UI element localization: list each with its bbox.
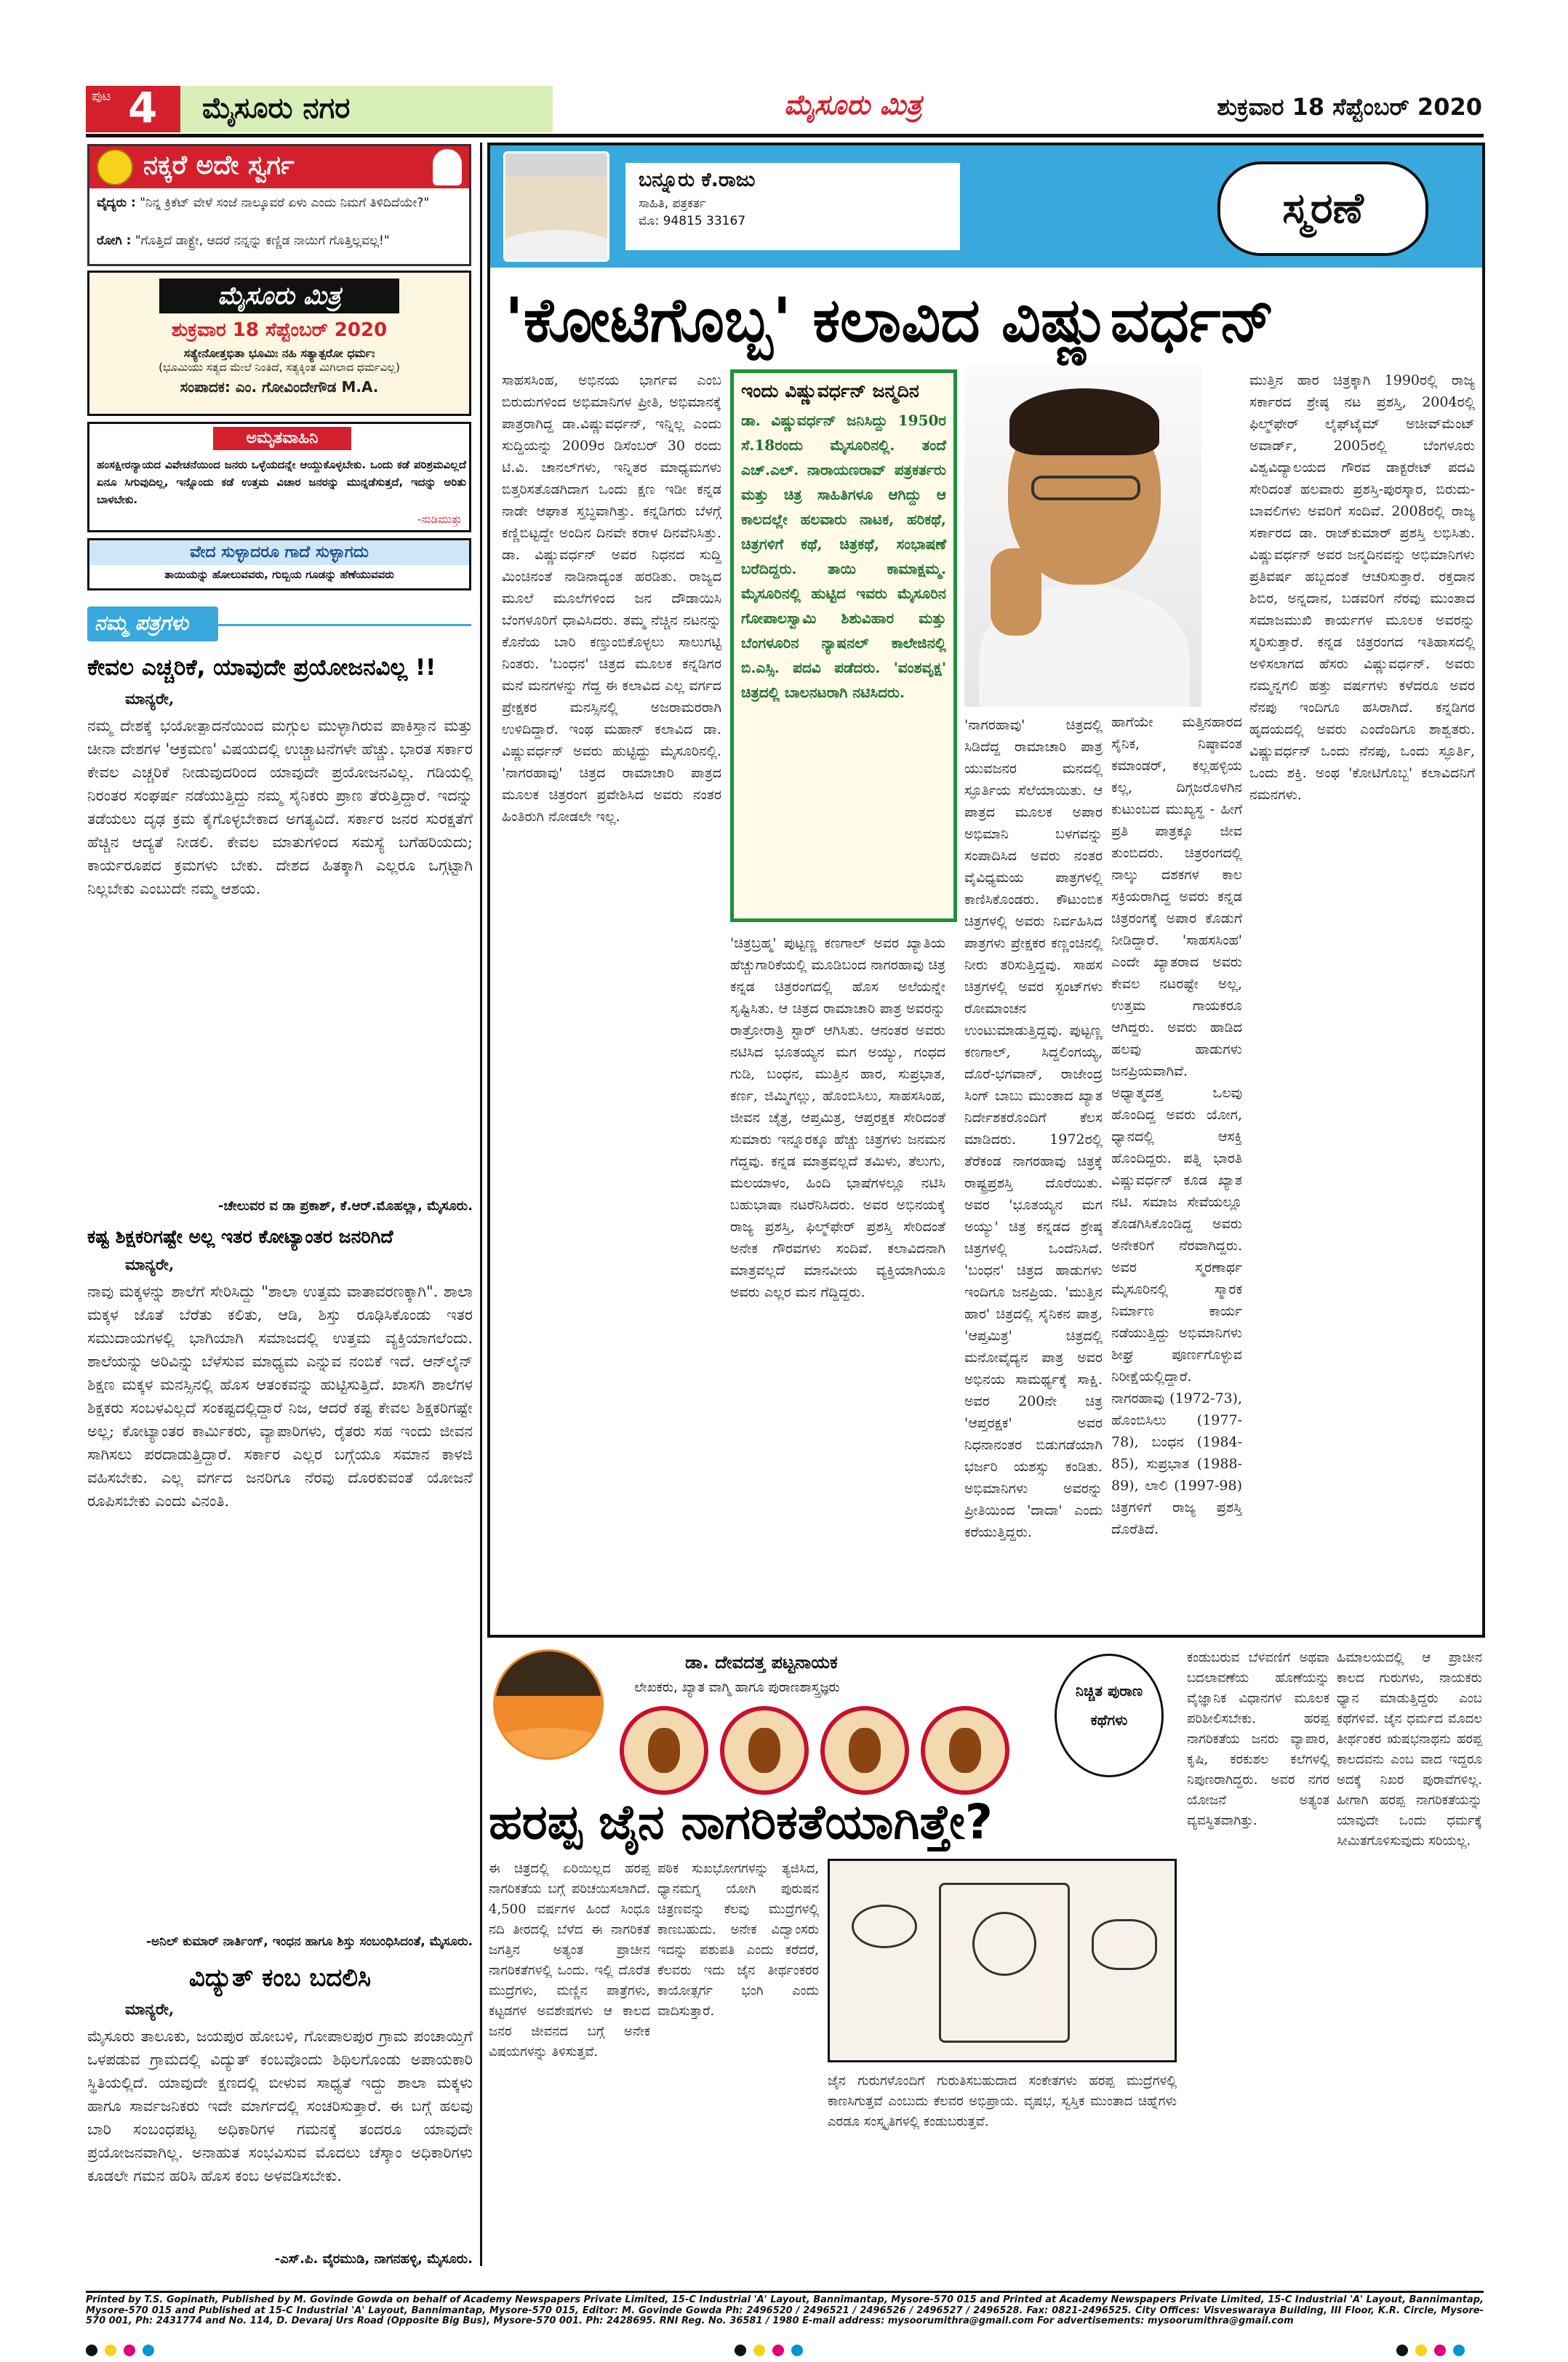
author-1-name: ಬನ್ನೂರು ಕೆ.ರಾಜು — [639, 169, 756, 191]
joke-line-2: ರೋಗಿ : "ಗೊತ್ತಿದೆ ಡಾಕ್ಟ್ರೇ, ಆದರೆ ನನ್ನನ್ನು ಕಣ್ಣಿಡ ನಾಯಿಗೆ ಗೊತ್ತಿಲ್ಲವಲ್ಲ!" — [97, 233, 390, 248]
proverb-text: ತಾಯಿಯನ್ನು ಹೋಲುವವರು, ಗುಬ್ಬಿಯ ಗೂಡನ್ನು ಹೆಣೆಯುವವರು — [164, 568, 394, 581]
harappan-seal-illustration — [828, 1859, 1177, 2062]
amrutavani-text: ಹಂಸಕ್ಷೀರನ್ಯಾಯದ ವಿವೇಚನೆಯಿಂದ ಜನರು ಒಳ್ಳೆಯದನ್ನೇ ಆಯ್ದುಕೊಳ್ಳಬೇಕು. ಒಂದು ಕಡೆ ಪರಿಶ್ರಮವಿಲ್ಲದೆ ಏನೂ ಸಿಗುವುದಿಲ್ಲ, ಇನ್ನೊಂದು ಕಡೆ ಉತ್ತಮ ವಿಚಾರ ಜನರನ್ನು ಮುನ್ನಡೆಸುತ್ತದೆ, ಇದನ್ನು ಅರಿತು ಬಾಳಬೇಕು. — [97, 458, 466, 506]
letter-1-title: ಕೇವಲ ಎಚ್ಚರಿಕೆ, ಯಾವುದೇ ಪ್ರಯೋಜನವಿಲ್ಲ !! — [87, 654, 436, 681]
author-photo-2 — [493, 1649, 604, 1760]
paper-date: ಶುಕ್ರವಾರ 18 ಸೆಪ್ಟೆಂಬರ್ 2020 — [171, 319, 388, 341]
article-1-col-4-text: ಹಾಗೆಯೇ ಮತ್ತಿನಹಾರದ ಸೈನಿಕ, ನಿಷ್ಠಾವಂತ ಕಮಾಂಡರ್, ಕಲ್ಲಹಳ್ಳಿಯ ಕಲ್ಲ, ದಿಗ್ಗಜರೊಳಗಿನ ಕುಟುಂಬದ ಮುಖ್ಯಸ್ಥ - ಹೀಗೆ ಪ್ರತಿ ಪಾತ್ರಕ್ಕೂ ಜೀವ ತುಂಬಿದರು. ಚಿತ್ರರಂಗದಲ್ಲಿ ನಾಲ್ಕು ದಶಕಗಳ ಕಾಲ ಸಕ್ರಿಯರಾಗಿದ್ದ ಅವರು ಕನ್ನಡ ಚಿತ್ರರಂಗಕ್ಕೆ ಅಪಾರ ಕೊಡುಗೆ ನೀಡಿದ್ದಾರೆ. 'ಸಾಹಸಸಿಂಹ' ಎಂದೇ ಖ್ಯಾತರಾದ ಅವರು ಕೇವಲ ನಟರಷ್ಟೇ ಅಲ್ಲ, ಉತ್ತಮ ಗಾಯಕರೂ ಆಗಿದ್ದರು. ಅವರು ಹಾಡಿದ ಹಲವು ಹಾಡುಗಳು ಜನಪ್ರಿಯವಾಗಿವೆ. ಅಧ್ಯಾತ್ಮದತ್ತ ಒಲವು ಹೊಂದಿದ್ದ ಅವರು ಯೋಗ, ಧ್ಯಾನದಲ್ಲಿ ಆಸಕ್ತಿ ಹೊಂದಿದ್ದರು. ಪತ್ನಿ ಭಾರತಿ ವಿಷ್ಣುವರ್ಧನ್ ಕೂಡ ಖ್ಯಾತ ನಟಿ. ಸಮಾಜ ಸೇವೆಯಲ್ಲೂ ತೊಡಗಿಸಿಕೊಂಡಿದ್ದ ಅವರು ಅನೇಕರಿಗೆ ನೆರವಾಗಿದ್ದರು. ಅವರ ಸ್ಮರಣಾರ್ಥ ಮೈಸೂರಿನಲ್ಲಿ ಸ್ಮಾರಕ ನಿರ್ಮಾಣ ಕಾರ್ಯ ನಡೆಯುತ್ತಿದ್ದು ಅಭಿಮಾನಿಗಳು ಶೀಘ್ರ ಪೂರ್ಣಗೊಳ್ಳುವ ನಿರೀಕ್ಷೆಯಲ್ಲಿದ್ದಾರೆ. ನಾಗರಹಾವು (1972-73), ಹೊಂಬಿಸಿಲು (1977-78), ಬಂಧನ (1984-85), ಸುಪ್ರಭಾತ (1988-89), ಲಾಲಿ (1997-98) ಚಿತ್ರಗಳಿಗೆ ರಾಜ್ಯ ಪ್ರಶಸ್ತಿ ದೊರೆತಿದೆ. — [1111, 714, 1242, 1537]
birthday-sidebar-text: ಡಾ. ವಿಷ್ಣುವರ್ಧನ್ ಜನಿಸಿದ್ದು 1950ರ ಸೆ.18ರಂದು ಮೈಸೂರಿನಲ್ಲಿ. ತಂದೆ ಎಚ್.ಎಲ್. ನಾರಾಯಣರಾವ್ ಪತ್ರಕರ್ತರು ಮತ್ತು ಚಿತ್ರ ಸಾಹಿತಿಗಳೂ ಆಗಿದ್ದು ಆ ಕಾಲದಲ್ಲೇ ಹಲವಾರು ನಾಟಕ, ಹರಿಕಥೆ, ಚಿತ್ರಗಳಿಗೆ ಕಥೆ, ಚಿತ್ರಕಥೆ, ಸಂಭಾಷಣೆ ಬರೆದಿದ್ದರು. ತಾಯಿ ಕಾಮಾಕ್ಷಮ್ಮ. ಮೈಸೂರಿನಲ್ಲಿ ಹುಟ್ಟಿದ ಇವರು ಮೈಸೂರಿನ ಗೋಪಾಲಸ್ವಾಮಿ ಶಿಶುವಿಹಾರ ಮತ್ತು ಬೆಂಗಳೂರಿನ ನ್ಯಾಷನಲ್ ಕಾಲೇಜಿನಲ್ಲಿ ಬಿ.ಎಸ್ಸಿ. ಪದವಿ ಪಡೆದರು. 'ವಂಶವೃಕ್ಷ' ಚಿತ್ರದಲ್ಲಿ ಬಾಲನಟರಾಗಿ ನಟಿಸಿದರು. — [741, 412, 946, 701]
footer-divider — [86, 2291, 1484, 2293]
letter-2-author: -ಅನಿಲ್ ಕುಮಾರ್ ನಾರ್ತಿಂಗ್, ಇಂಧನ ಹಾಗೂ ಶಿಸ್ತು ಸಂಬಂಧಿಸಿದಂತೆ, ಮೈಸೂರು. — [146, 1934, 473, 1949]
masthead — [86, 83, 1484, 132]
letter-2-salutation: ಮಾನ್ಯರೇ, — [125, 1255, 175, 1273]
letter-2-title: ಕಷ್ಟ ಶಿಕ್ಷಕರಿಗಷ್ಟೇ ಅಲ್ಲ ಇತರ ಕೋಟ್ಯಾಂತರ ಜನರಿಗಿದೆ — [87, 1226, 393, 1247]
article-2-col-5: ಹಿಮಾಲಯದಲ್ಲಿ ಆ ಪ್ರಾಚೀನ ಕಾಲದ ಗುರುಗಳು, ನಾಯಕರು ಧ್ಯಾನ ಮಾಡುತ್ತಿದ್ದರು ಎಂಬ ಕಥೆಗಳಿವೆ. ಜೈನ ಧರ್ಮದ ಮೊದಲ ತೀರ್ಥಂಕರ ಋಷಭನಾಥನು ಹರಪ್ಪ ಕಾಲದವನು ಎಂಬ ವಾದ ಇದ್ದರೂ ಅದಕ್ಕೆ ನಿಖರ ಪುರಾವೆಗಳಿಲ್ಲ. ಹೀಗಾಗಿ ಹರಪ್ಪ ನಾಗರಿಕತೆಯನ್ನು ಯಾವುದೇ ಒಂದು ಧರ್ಮಕ್ಕೆ ಸೀಮಿತಗೊಳಿಸುವುದು ಸರಿಯಲ್ಲ. — [1337, 1650, 1482, 1849]
amrutavani-author: -ನುಡಿಮುತ್ತು — [417, 513, 462, 526]
registration-marks-left — [86, 2345, 161, 2359]
article-1 — [487, 143, 1485, 1638]
masthead-divider — [86, 134, 1484, 137]
masthead-logo: ಮೈಸೂರು ಮಿತ್ರ — [784, 89, 922, 121]
letter-2-body: ನಾವು ಮಕ್ಕಳನ್ನು ಶಾಲೆಗೆ ಸೇರಿಸಿದ್ದು "ಶಾಲಾ ಉತ್ತಮ ವಾತಾವರಣಕ್ಕಾಗಿ". ಶಾಲಾ ಮಕ್ಕಳ ಜೊತೆ ಬೆರೆತು ಕಲಿತು, ಆಡಿ, ಶಿಸ್ತು ರೂಢಿಸಿಕೊಂಡು ಇತರ ಸಮುದಾಯಗಳಲ್ಲಿ ಭಾಗಿಯಾಗಿ ಸಮಾಜದಲ್ಲಿ ಉತ್ತಮ ವ್ಯಕ್ತಿಯಾಗಲೆಂದು. ಶಾಲೆಯನ್ನು ಅರಿವಿನ್ನು ಬೆಳೆಸುವ ಮಾಧ್ಯಮ ಎನ್ನುವ ನಂಬಿಕೆ ಇದೆ. ಆನ್‌ಲೈನ್ ಶಿಕ್ಷಣ ಮಕ್ಕಳ ಮನಸ್ಸಿನಲ್ಲಿ ಹೊಸ ಆತಂಕವನ್ನು ಹುಟ್ಟಿಸುತ್ತಿದೆ. ಖಾಸಗಿ ಶಾಲೆಗಳ ಶಿಕ್ಷಕರು ಸಂಬಳವಿಲ್ಲದೆ ಸಂಕಷ್ಟದಲ್ಲಿದ್ದಾರೆ ನಿಜ, ಆದರೆ ಕಷ್ಟ ಕೇವಲ ಶಿಕ್ಷಕರಿಗಷ್ಟೇ ಅಲ್ಲ; ಕೋಟ್ಯಾಂತರ ಕಾರ್ಮಿಕರು, ವ್ಯಾಪಾರಿಗಳು, ರೈತರು ಸಹ ಇಂದು ಜೀವನ ಸಾಗಿಸಲು ಪರದಾಡುತ್ತಿದ್ದಾರೆ. ಸರ್ಕಾರ ಎಲ್ಲರ ಬಗ್ಗೆಯೂ ಸಮಾನ ಕಾಳಜಿ ವಹಿಸಬೇಕು. ಎಲ್ಲ ವರ್ಗದ ಜನರಿಗೂ ನೆರವು ದೊರಕುವಂತೆ ಯೋಜನೆ ರೂಪಿಸಬೇಕು ಎಂದು ವಿನಂತಿ. — [87, 1283, 473, 1510]
birthday-sidebar — [730, 369, 957, 922]
paper-logo: ಮೈಸೂರು ಮಿತ್ರ — [159, 279, 399, 313]
article-2-col-1: ಈ ಚಿತ್ರದಲ್ಲಿ ಏರಿಯಿಲ್ಲದ ಹರಪ್ಪ ನಾಗರಿಕತೆಯ ಬಗ್ಗೆ ಪರಿಚಯಿಸಲಾಗಿದೆ. 4,500 ವರ್ಷಗಳ ಹಿಂದೆ ಸಿಂಧೂ ನದಿ ತೀರದಲ್ಲಿ ಬೆಳೆದ ಈ ನಾಗರಿಕತೆ ಜಗತ್ತಿನ ಅತ್ಯಂತ ಪ್ರಾಚೀನ ನಾಗರಿಕತೆಗಳಲ್ಲಿ ಒಂದು. ಇಲ್ಲಿ ದೊರೆತ ಮುದ್ರೆಗಳು, ಮಣ್ಣಿನ ಪಾತ್ರೆಗಳು, ಕಟ್ಟಡಗಳ ಅವಶೇಷಗಳು ಆ ಕಾಲದ ಜನರ ಜೀವನದ ಬಗ್ಗೆ ಅನೇಕ ವಿಷಯಗಳನ್ನು ತಿಳಿಸುತ್ತವೆ. — [489, 1861, 650, 2059]
column-divider — [480, 143, 482, 2266]
amrutavani-title: ಅಮೃತವಾಹಿನಿ — [213, 427, 351, 450]
letters-header-text: ನಮ್ಮ ಪತ್ರಗಳು — [95, 611, 188, 635]
registration-marks-right — [1396, 2345, 1472, 2359]
birthday-sidebar-title: ಇಂದು ವಿಷ್ಣುವರ್ಧನ್ ಜನ್ಮದಿನ — [741, 380, 919, 401]
laughing-face-icon — [97, 149, 133, 185]
deity-medallion-1 — [620, 1706, 708, 1795]
author-1-phone: ಮೊ: 94815 33167 — [639, 214, 746, 228]
joke-box — [87, 144, 471, 266]
author-2-role: ಲೇಖಕರು, ಖ್ಯಾತ ವಾಗ್ಮಿ ಹಾಗೂ ಪುರಾಣಶಾಸ್ತ್ರಜ್ಞರು — [634, 1680, 840, 1695]
registration-marks-center — [735, 2345, 810, 2359]
letter-1-salutation: ಮಾನ್ಯರೇ, — [125, 689, 175, 708]
author-photo-1 — [503, 151, 609, 262]
paper-motto-translation: (ಭೂಮಿಯು ಸತ್ಯದ ಮೇಲೆ ನಿಂತಿದೆ, ಸತ್ಯಕ್ಕಿಂತ ಮಿಗಿಲಾದ ಧರ್ಮವಿಲ್ಲ) — [159, 361, 400, 374]
article-2-col-4: ಕಂಡುಬರುವ ಬೆಳವಣಿಗೆ ಅಥವಾ ಬದಲಾವಣೆಯ ಹೊಣೆಯನ್ನು ವೈಜ್ಞಾನಿಕ ವಿಧಾನಗಳ ಮೂಲಕ ಪರಿಶೀಲಿಸಬೇಕು. ಹರಪ್ಪ ನಾಗರಿಕತೆಯ ಜನರು ವ್ಯಾಪಾರ, ಕೃಷಿ, ಕರಕುಶಲ ಕಲೆಗಳಲ್ಲಿ ನಿಪುಣರಾಗಿದ್ದರು. ಅವರ ನಗರ ಯೋಜನೆ ಅತ್ಯಂತ ವ್ಯವಸ್ಥಿತವಾಗಿತ್ತು. — [1187, 1650, 1329, 1828]
letters-header — [87, 606, 218, 641]
letters-header-line — [218, 624, 471, 626]
article-2-col-3: ಜೈನ ಗುರುಗಳೊಂದಿಗೆ ಗುರುತಿಸಬಹುದಾದ ಸಂಕೇತಗಳು ಹರಪ್ಪ ಮುದ್ರೆಗಳಲ್ಲಿ ಕಾಣಸಿಗುತ್ತವೆ ಎಂಬುದು ಕೆಲವರ ಅಭಿಪ್ರಾಯ. ವೃಷಭ, ಸ್ವಸ್ತಿಕ ಮುಂತಾದ ಚಿಹ್ನೆಗಳು ಎರಡೂ ಸಂಸ್ಕೃತಿಗಳಲ್ಲಿ ಕಂಡುಬರುತ್ತವೆ. — [828, 2073, 1177, 2129]
joke-line-1: ವೈದ್ಯರು : "ನಿನ್ನ ಕ್ರಿಕೆಟ್ ವೇಳೆ ಸಂಜೆ ನಾಲ್ಕೂವರೆ ಏಳು ಎಂದು ನಿಮಗೆ ತಿಳಿದಿದೆಯೇ?" — [97, 196, 430, 210]
letter-3-body: ಮೈಸೂರು ತಾಲೂಕು, ಜಯಪುರ ಹೋಬಳಿ, ಗೋಪಾಲಪುರ ಗ್ರಾಮ ಪಂಚಾಯ್ತಿಗೆ ಒಳಪಡುವ ಗ್ರಾಮದಲ್ಲಿ ವಿದ್ಯುತ್ ಕಂಬವೊಂದು ಶಿಥಿಲಗೊಂಡು ಅಪಾಯಕಾರಿ ಸ್ಥಿತಿಯಲ್ಲಿದೆ. ಯಾವುದೇ ಕ್ಷಣದಲ್ಲಿ ಬೀಳುವ ಸಾಧ್ಯತೆ ಇದ್ದು ಶಾಲಾ ಮಕ್ಕಳು ಹಾಗೂ ಸಾರ್ವಜನಿಕರು ಇದೇ ಮಾರ್ಗದಲ್ಲಿ ಸಂಚರಿಸುತ್ತಾರೆ. ಈ ಬಗ್ಗೆ ಹಲವು ಬಾರಿ ಸಂಬಂಧಪಟ್ಟ ಅಧಿಕಾರಿಗಳ ಗಮನಕ್ಕೆ ತಂದರೂ ಯಾವುದೇ ಪ್ರಯೋಜನವಾಗಿಲ್ಲ. ಅನಾಹುತ ಸಂಭವಿಸುವ ಮೊದಲು ಚೆಸ್ಕಾಂ ಅಧಿಕಾರಿಗಳು ಕೂಡಲೇ ಗಮನ ಹರಿಸಿ ಹೊಸ ಕಂಬ ಅಳವಡಿಸಬೇಕು. — [87, 2027, 473, 2185]
article-1-col-3: 'ನಾಗರಹಾವು' ಚಿತ್ರದಲ್ಲಿ ಸಿಡಿದೆದ್ದ ರಾಮಾಚಾರಿ ಪಾತ್ರ ಯುವಜನರ ಮನದಲ್ಲಿ ಸ್ಫೂರ್ತಿಯ ಸೆಲೆಯಾಯಿತು. ಆ ಪಾತ್ರದ ಮೂಲಕ ಅಪಾರ ಅಭಿಮಾನಿ ಬಳಗವನ್ನು ಸಂಪಾದಿಸಿದ ಅವರು ನಂತರ ವೈವಿಧ್ಯಮಯ ಪಾತ್ರಗಳಲ್ಲಿ ಕಾಣಿಸಿಕೊಂಡರು. ಕೌಟುಂಬಿಕ ಚಿತ್ರಗಳಲ್ಲಿ ಅವರು ನಿರ್ವಹಿಸಿದ ಪಾತ್ರಗಳು ಪ್ರೇಕ್ಷಕರ ಕಣ್ಣಂಚಿನಲ್ಲಿ ನೀರು ತರಿಸುತ್ತಿದ್ದವು. ಸಾಹಸ ಚಿತ್ರಗಳಲ್ಲಿ ಅವರ ಸ್ಟಂಟ್‌ಗಳು ರೋಮಾಂಚನ ಉಂಟುಮಾಡುತ್ತಿದ್ದವು. ಪುಟ್ಟಣ್ಣ ಕಣಗಾಲ್, ಸಿದ್ದಲಿಂಗಯ್ಯ, ದೊರೆ-ಭಗವಾನ್, ರಾಜೇಂದ್ರ ಸಿಂಗ್ ಬಾಬು ಮುಂತಾದ ಖ್ಯಾತ ನಿರ್ದೇಶಕರೊಂದಿಗೆ ಕೆಲಸ ಮಾಡಿದರು. 1972ರಲ್ಲಿ ತೆರೆಕಂಡ ನಾಗರಹಾವು ಚಿತ್ರಕ್ಕೆ ರಾಷ್ಟ್ರಪ್ರಶಸ್ತಿ ದೊರೆಯಿತು. ಅವರ 'ಭೂತಯ್ಯನ ಮಗ ಅಯ್ಯು' ಚಿತ್ರ ಕನ್ನಡದ ಶ್ರೇಷ್ಠ ಚಿತ್ರಗಳಲ್ಲಿ ಒಂದೆನಿಸಿದೆ. 'ಬಂಧನ' ಚಿತ್ರದ ಹಾಡುಗಳು ಇಂದಿಗೂ ಜನಪ್ರಿಯ. 'ಮುತ್ತಿನ ಹಾರ' ಚಿತ್ರದಲ್ಲಿ ಸೈನಿಕನ ಪಾತ್ರ, 'ಆಪ್ತಮಿತ್ರ' ಚಿತ್ರದಲ್ಲಿ ಮನೋವೈದ್ಯನ ಪಾತ್ರ ಅವರ ಅಭಿನಯ ಸಾಮರ್ಥ್ಯಕ್ಕೆ ಸಾಕ್ಷಿ. ಅವರ 200ನೇ ಚಿತ್ರ 'ಆಪ್ತರಕ್ಷಕ' ಅವರ ನಿಧನಾನಂತರ ಬಿಡುಗಡೆಯಾಗಿ ಭರ್ಜರಿ ಯಶಸ್ಸು ಕಂಡಿತು. ಅಭಿಮಾನಿಗಳು ಅವರನ್ನು ಪ್ರೀತಿಯಿಂದ 'ದಾದಾ' ಎಂದು ಕರೆಯುತ್ತಿದ್ದರು. — [964, 717, 1103, 1540]
series-title-badge — [1055, 1654, 1164, 1777]
proverb-title: ವೇದ ಸುಳ್ಳಾದರೂ ಗಾದೆ ಸುಳ್ಳಾಗದು — [89, 540, 469, 565]
series-title: ನಿಚ್ಚಿತ ಪುರಾಣ ಕಥೆಗಳು — [1075, 1682, 1143, 1729]
article-1-col-2: 'ಚಿತ್ರಬ್ರಹ್ಮ' ಪುಟ್ಟಣ್ಣ ಕಣಗಾಲ್ ಅವರ ಖ್ಯಾತಿಯ ಹೆಚ್ಚುಗಾರಿಕೆಯಲ್ಲಿ ಮೂಡಿಬಂದ ನಾಗರಹಾವು ಚಿತ್ರ ಕನ್ನಡ ಚಿತ್ರರಂಗದಲ್ಲಿ ಹೊಸ ಅಲೆಯನ್ನೇ ಸೃಷ್ಟಿಸಿತು. ಆ ಚಿತ್ರದ ರಾಮಾಚಾರಿ ಪಾತ್ರ ಅವರನ್ನು ರಾತ್ರೋರಾತ್ರಿ ಸ್ಟಾರ್ ಆಗಿಸಿತು. ಆನಂತರ ಅವರು ನಟಿಸಿದ ಭೂತಯ್ಯನ ಮಗ ಅಯ್ಯು, ಗಂಧದ ಗುಡಿ, ಬಂಧನ, ಮುತ್ತಿನ ಹಾರ, ಸುಪ್ರಭಾತ, ಕರ್ಣ, ಜಿಮ್ಮಿಗಲ್ಲು, ಹೊಂಬಿಸಿಲು, ಸಾಹಸಸಿಂಹ, ಜೀವನ ಚೈತ್ರ, ಆಪ್ತಮಿತ್ರ, ಆಪ್ತರಕ್ಷಕ ಸೇರಿದಂತೆ ಸುಮಾರು ಇನ್ನೂರಕ್ಕೂ ಹೆಚ್ಚು ಚಿತ್ರಗಳು ಜನಮನ ಗೆದ್ದವು. ಕನ್ನಡ ಮಾತ್ರವಲ್ಲದೆ ತಮಿಳು, ತೆಲುಗು, ಮಲಯಾಳಂ, ಹಿಂದಿ ಭಾಷೆಗಳಲ್ಲೂ ನಟಿಸಿ ಬಹುಭಾಷಾ ನಟರೆನಿಸಿದರು. ಅವರ ಅಭಿನಯಕ್ಕೆ ರಾಜ್ಯ ಪ್ರಶಸ್ತಿ, ಫಿಲ್ಮ್‌ಫೇರ್ ಪ್ರಶಸ್ತಿ ಸೇರಿದಂತೆ ಅನೇಕ ಗೌರವಗಳು ಸಂದಿವೆ. ಕಲಾವಿದನಾಗಿ ಮಾತ್ರವಲ್ಲದೆ ಮಾನವೀಯ ವ್ಯಕ್ತಿಯಾಗಿಯೂ ಅವರು ಎಲ್ಲರ ಮನ ಗೆದ್ದಿದ್ದರು. — [730, 935, 945, 1300]
deity-medallion-4 — [921, 1706, 1009, 1795]
section-title: ಮೈಸೂರು ನಗರ — [202, 92, 351, 125]
article-2 — [489, 1648, 1485, 2288]
letter-3-title: ವಿದ್ಯುತ್ ಕಂಬ ಬದಲಿಸಿ — [188, 1963, 372, 1993]
article-2-headline: ಹರಪ್ಪ ಜೈನ ನಾಗರಿಕತೆಯಾಗಿತ್ತೇ? — [489, 1794, 993, 1850]
author-1-role: ಸಾಹಿತಿ, ಪತ್ರಕರ್ತ — [639, 196, 706, 211]
cartoon-figure-icon — [433, 149, 462, 185]
masthead-date: ಶುಕ್ರವಾರ 18 ಸೆಪ್ಟೆಂಬರ್ 2020 — [1217, 93, 1482, 121]
letter-1-body: ನಮ್ಮ ದೇಶಕ್ಕೆ ಭಯೋತ್ಪಾದನೆಯಿಂದ ಮಗ್ಗುಲ ಮುಳ್ಳಾಗಿರುವ ಪಾಕಿಸ್ತಾನ ಮತ್ತು ಚೀನಾ ದೇಶಗಳ 'ಆಕ್ರಮಣ' ವಿಷಯದಲ್ಲಿ ಉಚ್ಚಾಟನೆಗಳೇ ಹೆಚ್ಚು. ಭಾರತ ಸರ್ಕಾರ ಕೇವಲ ಎಚ್ಚರಿಕೆ ನೀಡುವುದರಿಂದ ಯಾವುದೇ ಪ್ರಯೋಜನವಿಲ್ಲ. ಗಡಿಯಲ್ಲಿ ನಿರಂತರ ಸಂಘರ್ಷ ನಡೆಯುತ್ತಿದ್ದು ನಮ್ಮ ಸೈನಿಕರು ಪ್ರಾಣ ತೆರುತ್ತಿದ್ದಾರೆ. ಇದನ್ನು ತಡೆಯಲು ದೃಢ ಕ್ರಮ ಕೈಗೊಳ್ಳಬೇಕಾದ ಅಗತ್ಯವಿದೆ. ಸರ್ಕಾರ ಜನರ ಸುರಕ್ಷತೆಗೆ ಹೆಚ್ಚಿನ ಆದ್ಯತೆ ನೀಡಲಿ. ಕೇವಲ ಮಾತುಗಳಿಂದ ಸಮಸ್ಯೆ ಬಗೆಹರಿಯದು; ಕಾರ್ಯರೂಪದ ಕ್ರಮಗಳು ಬೇಕು. ದೇಶದ ಹಿತಕ್ಕಾಗಿ ಎಲ್ಲರೂ ಒಗ್ಗಟ್ಟಾಗಿ ನಿಲ್ಲಬೇಕು ಎಂಬುದೇ ನಮ್ಮ ಆಶಯ. — [87, 717, 473, 897]
smarane-badge — [1217, 161, 1428, 256]
letter-3-salutation: ಮಾನ್ಯರೇ, — [125, 2000, 175, 2018]
letter-3-author: -ಎಸ್.ಪಿ. ವೈರಮುಡಿ, ನಾಗನಹಳ್ಳಿ, ಮೈಸೂರು. — [274, 2251, 473, 2267]
paper-editor: ಸಂಪಾದಕ: ಎಂ. ಗೋವಿಂದೇಗೌಡ M.A. — [180, 378, 379, 396]
deity-medallion-3 — [820, 1706, 909, 1795]
footer-imprint: Printed by T.S. Gopinath, Published by M. Govinde Gowda on behalf of Academy Newspapers Private Limited, 15-C Industrial 'A' Layout, Bannimantap, Mysore-570 015 and Printed at Academy Newspapers Private Limited, 15-C Industrial 'A' Layout, Bannimantap, Mysore-570 015 and Published at 15-C Industrial 'A' Layout, Bannimantap, Mysore-570 015, Editor: M. Govinde Gowda Ph: 2496520 / 2496521 / 2496526 / 2496527 / 2496528. Fax: 0821-2496525. City Offices: Visveswaraya Building, III Floor, K.R. Circle, Mysore-570 001, Ph: 2431774 and No. 114, D. Devaraj Urs Road (Opposite Big Bus), Mysore-570 001. Ph: 2428695. RNI Reg. No. 36581 / 1980 E-mail address: mysoorumithra@gmail.com For advertisements: mysoorumithra@gmail.com — [86, 2295, 1484, 2326]
vishnuvardhan-photo — [964, 367, 1201, 707]
section-title-box — [180, 86, 553, 132]
article-1-col-5: ಮುತ್ತಿನ ಹಾರ ಚಿತ್ರಕ್ಕಾಗಿ 1990ರಲ್ಲಿ ರಾಜ್ಯ ಸರ್ಕಾರದ ಶ್ರೇಷ್ಠ ನಟ ಪ್ರಶಸ್ತಿ, 2004ರಲ್ಲಿ ಫಿಲ್ಮ್‌ಫೇರ್ ಲೈಫ್‌ಟೈಮ್ ಅಚೀವ್‌ಮೆಂಟ್ ಅವಾರ್ಡ್, 2005ರಲ್ಲಿ ಬೆಂಗಳೂರು ವಿಶ್ವವಿದ್ಯಾಲಯದ ಗೌರವ ಡಾಕ್ಟರೇಟ್ ಪದವಿ ಸೇರಿದಂತೆ ಹಲವಾರು ಪ್ರಶಸ್ತಿ-ಪುರಸ್ಕಾರ, ಬಿರುದು-ಬಾವಲಿಗಳು ಅವರಿಗೆ ಸಂದಿವೆ. 2008ರಲ್ಲಿ ರಾಜ್ಯ ಸರ್ಕಾರದ ಡಾ. ರಾಜ್‌ಕುಮಾರ್ ಪ್ರಶಸ್ತಿ ಲಭಿಸಿತು. ವಿಷ್ಣುವರ್ಧನ್ ಅವರ ಜನ್ಮದಿನವನ್ನು ಅಭಿಮಾನಿಗಳು ಪ್ರತಿವರ್ಷ ಹಬ್ಬದಂತೆ ಆಚರಿಸುತ್ತಾರೆ. ರಕ್ತದಾನ ಶಿಬಿರ, ಅನ್ನದಾನ, ಬಡವರಿಗೆ ನೆರವು ಮುಂತಾದ ಸಮಾಜಮುಖಿ ಕಾರ್ಯಗಳ ಮೂಲಕ ಅವರನ್ನು ಸ್ಮರಿಸುತ್ತಾರೆ. ಕನ್ನಡ ಚಿತ್ರರಂಗದ ಇತಿಹಾಸದಲ್ಲಿ ಅಳಿಸಲಾಗದ ಹೆಸರು ವಿಷ್ಣುವರ್ಧನ್. ಅವರು ನಮ್ಮನ್ನಗಲಿ ಹತ್ತು ವರ್ಷಗಳು ಕಳೆದರೂ ಅವರ ನೆನಪು ಇಂದಿಗೂ ಹಸಿರಾಗಿದೆ. ಕನ್ನಡಿಗರ ಹೃದಯದಲ್ಲಿ ಅವರು ಎಂದೆಂದಿಗೂ ಶಾಶ್ವತರು. ವಿಷ್ಣುವರ್ಧನ್ ಒಂದು ನೆನಪು, ಒಂದು ಸ್ಫೂರ್ತಿ, ಒಂದು ಶಕ್ತಿ. ಅಂಥ 'ಕೋಟಿಗೊಬ್ಬ' ಕಲಾವಿದನಿಗೆ ನಮನಗಳು. — [1249, 372, 1475, 803]
deity-medallion-2 — [720, 1706, 809, 1795]
joke-header — [89, 146, 469, 188]
page-number: 4 — [128, 83, 158, 132]
author-info-box — [625, 163, 960, 250]
smarane-badge-text: ಸ್ಮರಣೆ — [1282, 183, 1364, 233]
article-1-headline: 'ಕೋಟಿಗೊಬ್ಬ' ಕಲಾವಿದ ವಿಷ್ಣುವರ್ಧನ್ — [505, 284, 1275, 356]
amrutavani-box — [87, 422, 471, 532]
page-label: ಪುಟ — [92, 89, 111, 104]
proverb-box — [87, 538, 471, 590]
author-2-name: ಡಾ. ದೇವದತ್ತ ಪಟ್ಟನಾಯಕ — [685, 1652, 838, 1673]
article-1-col-1: ಸಾಹಸಸಿಂಹ, ಅಭಿನಯ ಭಾರ್ಗವ ಎಂಬ ಬಿರುದುಗಳಿಂದ ಅಭಿಮಾನಿಗಳ ಪ್ರೀತಿ, ಅಭಿಮಾನಕ್ಕೆ ಪಾತ್ರರಾಗಿದ್ದ ಡಾ.ವಿಷ್ಣುವರ್ಧನ್, ಇನ್ನಿಲ್ಲ ಎಂದು ಸುದ್ದಿಯನ್ನು 2009ರ ಡಿಸೆಂಬರ್ 30 ರಂದು ಟಿ.ವಿ. ಚಾನಲ್‌ಗಳು, ಇನ್ನಿತರ ಮಾಧ್ಯಮಗಳು ಬಿತ್ತರಿಸತೊಡಗಿದಾಗ ಒಂದು ಕ್ಷಣ ಇಡೀ ಕನ್ನಡ ನಾಡೇ ಆಘಾತ ಸ್ತಬ್ಧವಾಗಿತ್ತು. ಕನ್ನಡಿಗರು ಬೆಳಗ್ಗೆ ಕಣ್ಣಿಬಿಟ್ಟದ್ದೇ ಅಂದಿನ ದಿನವೇ ಕರಾಳ ದಿನವೆನಿಸಿತ್ತು. ಡಾ. ವಿಷ್ಣುವರ್ಧನ್ ಅವರ ನಿಧನದ ಸುದ್ದಿ ಮಿಂಚಿನಂತೆ ನಾಡಿನಾದ್ಯಂತ ಹರಡಿತು. ರಾಜ್ಯದ ಮೂಲೆ ಮೂಲೆಗಳಿಂದ ಜನ ದೌಡಾಯಿಸಿ ಬೆಂಗಳೂರಿಗೆ ಧಾವಿಸಿದರು. ತಮ್ಮ ನೆಚ್ಚಿನ ನಟನನ್ನು ಕೊನೆಯ ಬಾರಿ ಕಣ್ತುಂಬಿಕೊಳ್ಳಲು ಸಾಲುಗಟ್ಟಿ ನಿಂತರು. 'ಬಂಧನ' ಚಿತ್ರದ ಮೂಲಕ ಕನ್ನಡಿಗರ ಮನೆ ಮನಗಳನ್ನು ಗೆದ್ದ ಈ ಕಲಾವಿದ ಎಲ್ಲ ವರ್ಗದ ಪ್ರೇಕ್ಷಕರ ಮನಸ್ಸಿನಲ್ಲಿ ಅಜರಾಮರರಾಗಿ ಉಳಿದಿದ್ದಾರೆ. ಇಂಥ ಮಹಾನ್ ಕಲಾವಿದ ಡಾ. ವಿಷ್ಣುವರ್ಧನ್ ಅವರು ಹುಟ್ಟಿದ್ದು ಮೈಸೂರಿನಲ್ಲಿ. 'ನಾಗರಹಾವು' ಚಿತ್ರದ ರಾಮಾಚಾರಿ ಪಾತ್ರದ ಮೂಲಕ ಚಿತ್ರರಂಗ ಪ್ರವೇಶಿಸಿದ ಅವರು ನಂತರ ಹಿಂತಿರುಗಿ ನೋಡಲೇ ಇಲ್ಲ. — [502, 372, 721, 825]
joke-title: ನಕ್ಕರೆ ಅದೇ ಸ್ವರ್ಗ — [143, 151, 295, 180]
page-number-box — [86, 83, 180, 132]
article-2-col-2: ಪಠಿಕ ಸುಖಭೋಗಗಳನ್ನು ತ್ಯಜಿಸಿದ, ಧ್ಯಾನಮಗ್ನ ಯೋಗಿ ಪುರುಷನ ಚಿತ್ರಣವನ್ನು ಕೆಲವು ಮುದ್ರೆಗಳಲ್ಲಿ ಕಾಣಬಹುದು. ಅನೇಕ ವಿದ್ವಾಂಸರು ಇದನ್ನು ಪಶುಪತಿ ಎಂದು ಕರೆದರೆ, ಕೆಲವರು ಇದು ಜೈನ ತೀರ್ಥಂಕರರ ಕಾಯೋತ್ಸರ್ಗ ಭಂಗಿ ಎಂದು ವಾದಿಸುತ್ತಾರೆ. — [657, 1861, 819, 2019]
paper-info-box — [87, 271, 471, 416]
paper-motto: ಸತ್ಯೇನೋತ್ತಭಿತಾ ಭೂಮಿಃ ನಹಿ ಸತ್ಯಾತ್ಪರೋ ಧರ್ಮಃ — [183, 346, 375, 360]
letter-1-author: -ಚೇಲುವರ ವ ಡಾ ಪ್ರಕಾಶ್, ಕೆ.ಆರ್.ಮೊಹಲ್ಲಾ, ಮೈಸೂರು. — [218, 1198, 473, 1214]
